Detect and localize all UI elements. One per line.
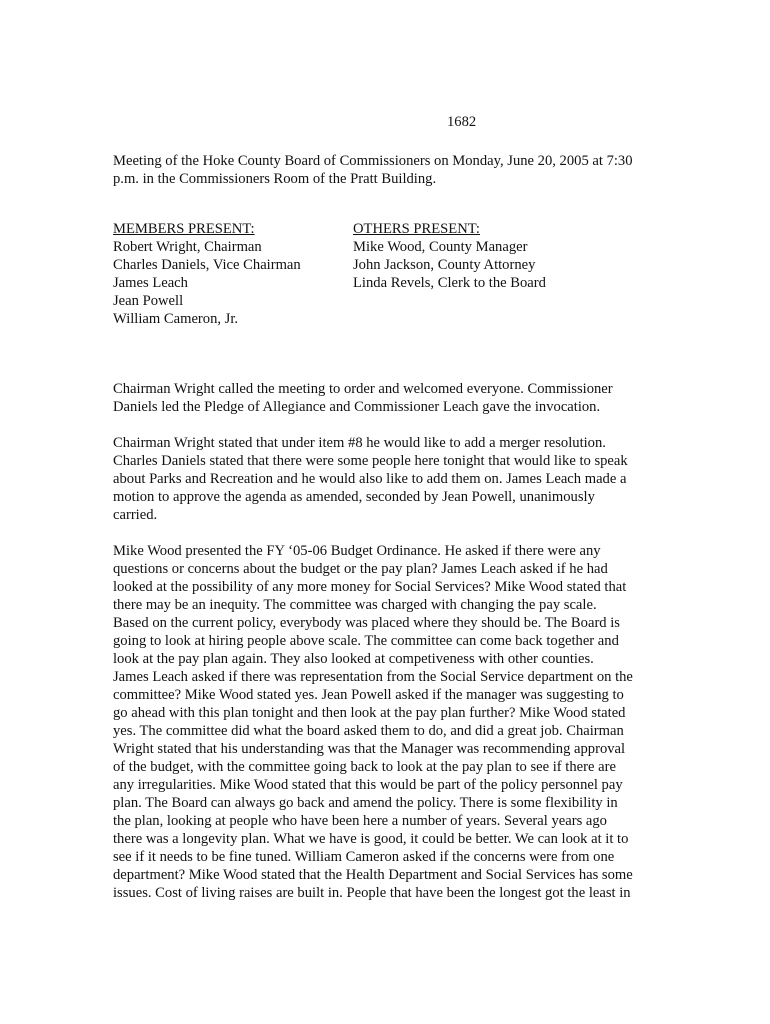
text-line: going to look at hiring people above scale. The committee can come back together and xyxy=(113,633,619,649)
other-name: Mike Wood, County Manager xyxy=(353,239,528,255)
text-line: of the budget, with the committee going back to look at the pay plan to see if there are xyxy=(113,759,616,775)
text-line: any irregularities. Mike Wood stated that this would be part of the policy personnel pay xyxy=(113,777,623,793)
text-line: the plan, looking at people who have been here a number of years. Several years ago xyxy=(113,813,607,829)
text-line: Wright stated that his understanding was that the Manager was recommending approval xyxy=(113,741,626,757)
text-line: Chairman Wright called the meeting to order and welcomed everyone. Commissioner xyxy=(113,381,613,397)
other-name: Linda Revels, Clerk to the Board xyxy=(353,275,546,291)
text-line: look at the pay plan again. They also looked at competiveness with other counties. xyxy=(113,651,594,667)
text-line: yes. The committee did what the board asked them to do, and did a great job. Chairman xyxy=(113,723,624,739)
text-line: carried. xyxy=(113,507,158,523)
text-line: department? Mike Wood stated that the Health Department and Social Services has some xyxy=(113,867,633,883)
paragraph-budget xyxy=(113,542,673,902)
text-line: issues. Cost of living raises are built in. People that have been the longest got the least in xyxy=(113,885,631,901)
meeting-intro xyxy=(113,152,673,188)
text-line: there was a longevity plan. What we have is good, it could be better. We can look at it to xyxy=(113,831,629,847)
text-line: Charles Daniels stated that there were some people here tonight that would like to speak xyxy=(113,453,628,469)
others-list xyxy=(353,238,613,292)
page-number: 1682 xyxy=(447,114,477,130)
text-line: James Leach asked if there was representation from the Social Service department on the xyxy=(113,669,633,685)
text-line: Mike Wood presented the FY ‘05-06 Budget Ordinance. He asked if there were any xyxy=(113,543,601,559)
text-line: Based on the current policy, everybody was placed where they should be. The Board is xyxy=(113,615,620,631)
minutes-body xyxy=(113,380,673,920)
paragraph-call-to-order xyxy=(113,380,673,416)
other-name: John Jackson, County Attorney xyxy=(353,257,536,273)
members-list xyxy=(113,238,353,328)
members-heading: MEMBERS PRESENT: xyxy=(113,221,255,237)
text-line: Daniels led the Pledge of Allegiance and Commissioner Leach gave the invocation. xyxy=(113,399,601,415)
text-line: questions or concerns about the budget or the pay plan? James Leach asked if he had xyxy=(113,561,608,577)
text-line: motion to approve the agenda as amended, seconded by Jean Powell, unanimously xyxy=(113,489,595,505)
members-present xyxy=(113,220,353,328)
text-line: Meeting of the Hoke County Board of Commissioners on Monday, June 20, 2005 at 7:30 xyxy=(113,153,633,169)
others-heading: OTHERS PRESENT: xyxy=(353,221,480,237)
text-line: plan. The Board can always go back and amend the policy. There is some flexibility in xyxy=(113,795,618,811)
member-name: Charles Daniels, Vice Chairman xyxy=(113,257,301,273)
text-line: about Parks and Recreation and he would also like to add them on. James Leach made a xyxy=(113,471,627,487)
others-present xyxy=(353,220,613,292)
paragraph-agenda xyxy=(113,434,673,524)
member-name: Jean Powell xyxy=(113,293,184,309)
member-name: Robert Wright, Chairman xyxy=(113,239,262,255)
text-line: committee? Mike Wood stated yes. Jean Powell asked if the manager was suggesting to xyxy=(113,687,624,703)
text-line: looked at the possibility of any more money for Social Services? Mike Wood stated that xyxy=(113,579,627,595)
text-line: there may be an inequity. The committee was charged with changing the pay scale. xyxy=(113,597,597,613)
text-line: Chairman Wright stated that under item #8 he would like to add a merger resolution. xyxy=(113,435,606,451)
text-line: go ahead with this plan tonight and then look at the pay plan further? Mike Wood stated xyxy=(113,705,626,721)
member-name: James Leach xyxy=(113,275,188,291)
text-line: see if it needs to be fine tuned. William Cameron asked if the concerns were from one xyxy=(113,849,615,865)
text-line: p.m. in the Commissioners Room of the Pratt Building. xyxy=(113,171,437,187)
member-name: William Cameron, Jr. xyxy=(113,311,239,327)
